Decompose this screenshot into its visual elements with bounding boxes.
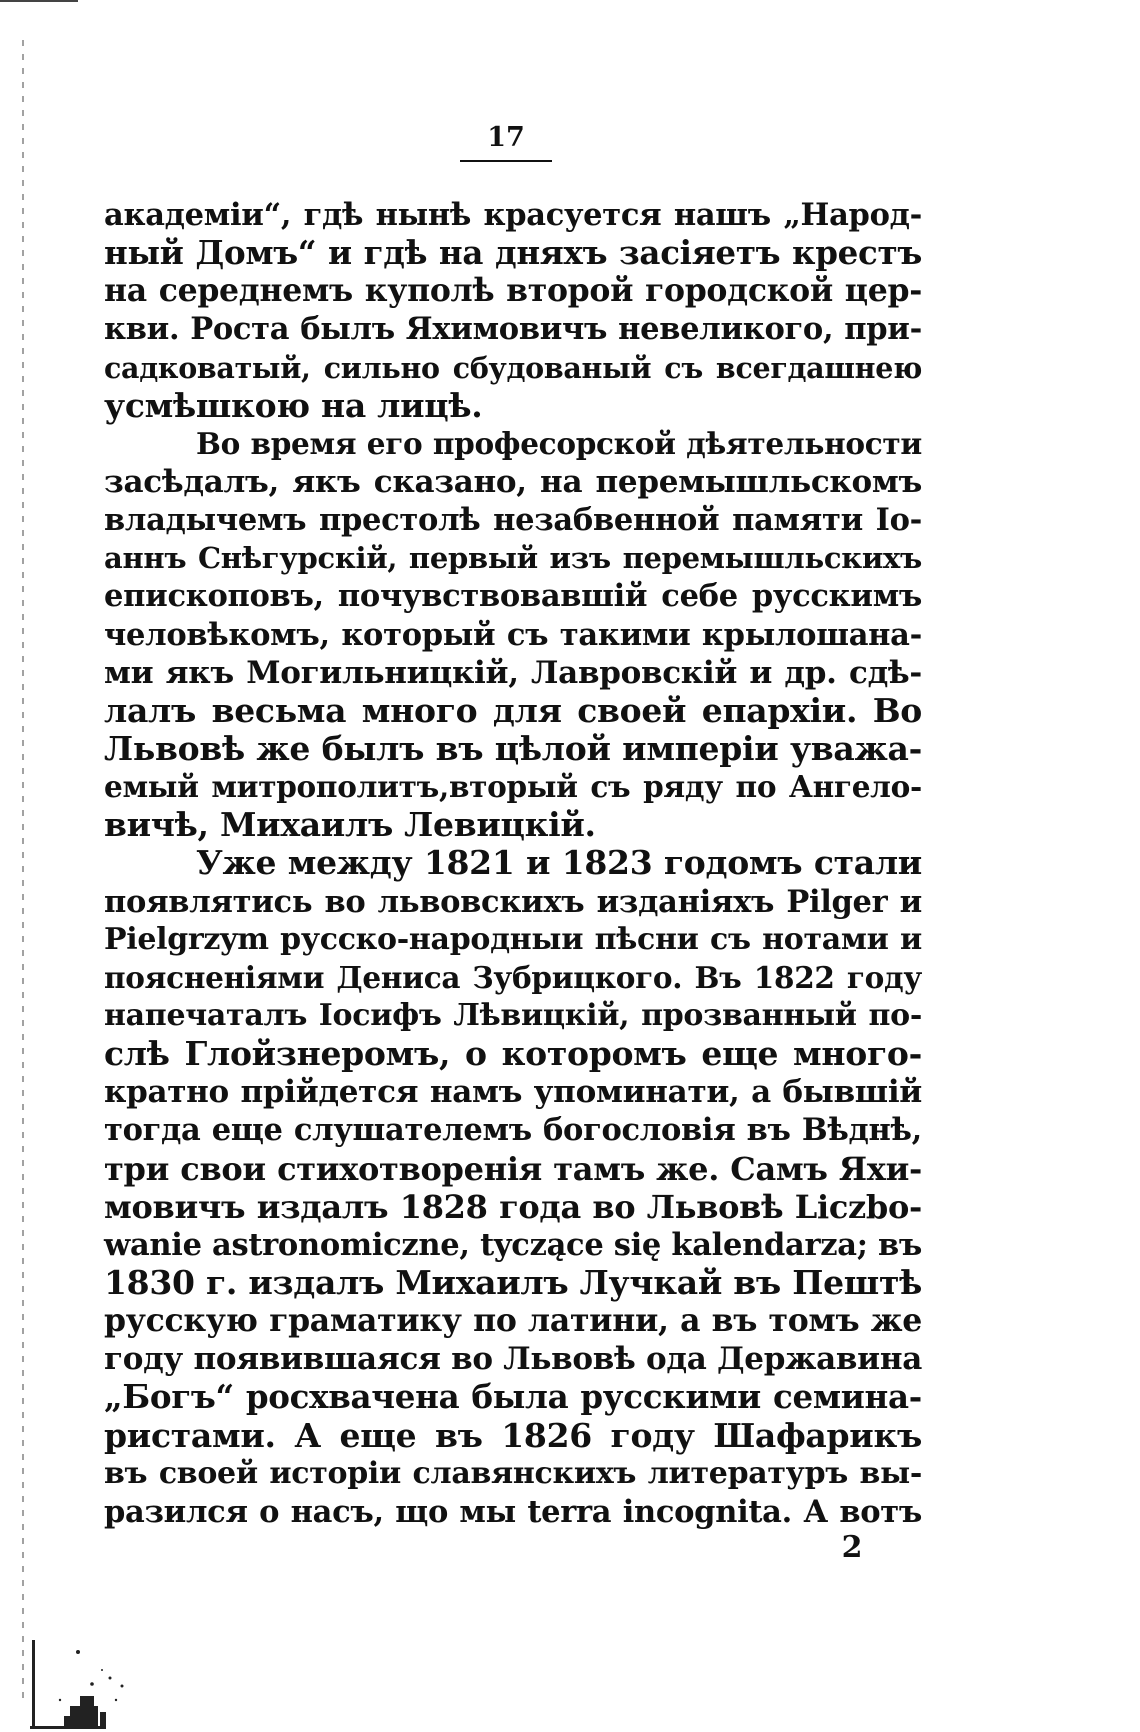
text-line: напечаталъ Іосифъ Лѣвицкій, прозванный по- <box>104 997 922 1033</box>
text-line: году появившаяся во Львовѣ ода Державина <box>104 1341 922 1378</box>
text-line: кратно прійдется намъ упоминати, а бывшій <box>104 1074 922 1111</box>
text-line: человѣкомъ, который съ такими крылошана- <box>104 616 922 653</box>
text-line: 1830 г. издалъ Михаилъ Лучкай въ Пештѣ <box>104 1262 922 1302</box>
text-line: епископовъ, почувствовавшій себе русскимъ <box>104 578 922 615</box>
text-line: вичѣ, Михаилъ Левицкій. <box>104 805 596 845</box>
text-line: Уже между 1821 и 1823 годомъ стали <box>196 843 922 883</box>
text-line: поясненіями Дениса Зубрицкого. Въ 1822 году <box>104 959 922 995</box>
text-line: Львовѣ же былъ въ цѣлой имперіи уважа- <box>104 728 922 768</box>
text-line: въ своей исторіи славянскихъ литературъ вы- <box>104 1455 922 1491</box>
text-line: русскую граматику по латини, а въ томъ же <box>104 1302 922 1340</box>
signature-mark: 2 <box>841 1530 863 1565</box>
text-line: емый митрополитъ,вторый съ ряду по Ангело- <box>104 769 922 805</box>
text-line: Pielgrzym русско-народныи пѣсни съ нотами и <box>104 921 922 957</box>
text-line: владычемъ престолѣ незабвенной памяти Іо- <box>104 502 922 539</box>
page-header <box>460 122 552 162</box>
text-line: разился о насъ, що мы terra incognita. А вотъ <box>104 1493 922 1530</box>
body-text <box>104 196 922 1531</box>
page-number: 17 <box>487 122 525 153</box>
text-line: аннъ Снѣгурскій, первый изъ перемышльскихъ <box>104 541 922 576</box>
text-line: тогда еще слушателемъ богословія въ Вѣднѣ, <box>104 1112 922 1149</box>
text-line: усмѣшкою на лицѣ. <box>104 385 483 425</box>
text-line: слѣ Глойзнеромъ, о которомъ еще много- <box>104 1034 922 1074</box>
text-line: мовичъ издалъ 1828 года во Львовѣ Liczbo- <box>104 1187 922 1226</box>
text-line: Во время его професорской дѣятельности <box>196 425 922 461</box>
text-line: засѣдалъ, якъ сказано, на перемышльскомъ <box>104 463 922 500</box>
text-line: три свои стихотворенія тамъ же. Самъ Яхи- <box>104 1149 922 1188</box>
scan-smudge <box>30 1640 140 1730</box>
scan-border-left <box>22 40 24 1700</box>
header-rule <box>460 160 552 162</box>
text-line: академіи“, гдѣ нынѣ красуется нашъ „Народ- <box>104 197 922 233</box>
text-line: лалъ весьма много для своей епархіи. Во <box>104 690 922 730</box>
text-line: ный Домъ“ и гдѣ на дняхъ засіяетъ крестъ <box>104 233 922 273</box>
text-line: wanie astronomiczne, tyczące się kalendarza; въ <box>104 1226 922 1263</box>
text-line: кви. Роста былъ Яхимовичъ невеликого, при- <box>104 311 922 348</box>
scan-border-top <box>0 0 78 2</box>
text-line: ми якъ Могильницкій, Лавровскій и др. сдѣ- <box>104 654 922 691</box>
text-line: „Богъ“ росхвачена была русскими семина- <box>104 1377 922 1417</box>
text-line: ристами. А еще въ 1826 году Шафарикъ <box>104 1415 922 1455</box>
text-line: появлятись во львовскихъ изданіяхъ Pilger и <box>104 883 922 920</box>
text-line: на середнемъ куполѣ второй городской цер- <box>104 272 922 310</box>
text-line: садковатый, сильно сбудованый съ всегдашнею <box>104 350 922 385</box>
